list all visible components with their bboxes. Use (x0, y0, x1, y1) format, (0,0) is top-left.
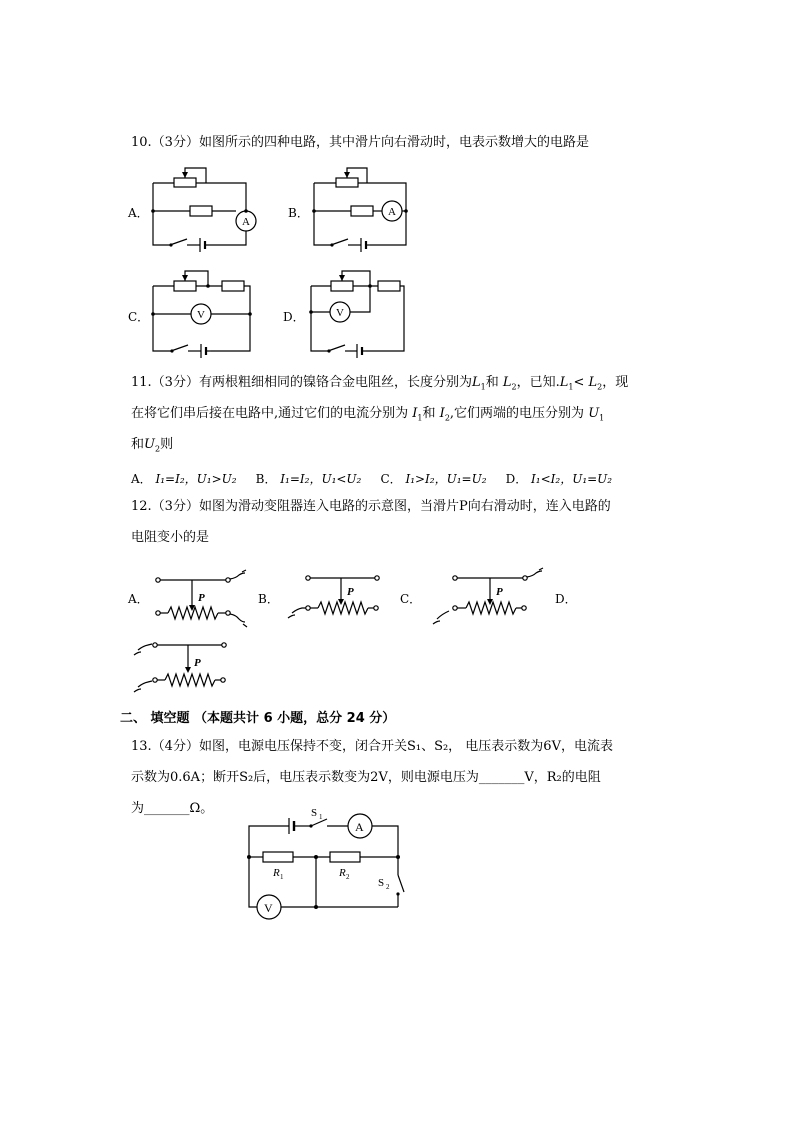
q11-line-3: 和$U_2$则 (131, 437, 174, 454)
q12-option-b-label: B． (258, 592, 279, 606)
svg-text:V: V (264, 901, 273, 915)
svg-text:A: A (388, 206, 396, 218)
svg-text:P: P (496, 586, 503, 598)
q12-line-2: 电阻变小的是 (131, 530, 210, 545)
svg-text:P: P (198, 592, 205, 604)
q10-option-c-label: C． (128, 310, 150, 324)
q11-line-1: 11.（3分）有两根粗细相同的镍铬合金电阻丝，长度分别为$L_1$和 $L_2$，已知$.L_1< L_2$，现 (131, 375, 629, 392)
svg-text:2: 2 (346, 873, 350, 881)
svg-text:S: S (378, 877, 385, 889)
svg-text:1: 1 (319, 813, 323, 821)
q13-line-2: 示数为0.6A；断开S₂后，电压表示数变为2V，则电源电压为_______V，R₂的电阻 (131, 770, 601, 785)
svg-text:P: P (347, 586, 354, 598)
q11-options: A． I₁=I₂，U₁>U₂ B． I₁=I₂，U₁<U₂ C． I₁>I₂，U₁=U₂ D． I₁<I₂，U₁=U₂ (131, 472, 613, 486)
svg-text:A: A (355, 820, 364, 834)
q10-option-b-label: B． (288, 206, 309, 220)
svg-text:S: S (311, 807, 318, 819)
svg-text:R: R (339, 867, 346, 879)
svg-text:V: V (197, 309, 205, 321)
q12-option-a-label: A． (128, 592, 149, 606)
q10-option-a-label: A． (128, 206, 149, 220)
q12-option-d-label: D． (555, 592, 577, 606)
svg-text:1: 1 (280, 873, 284, 881)
section-2-title: 二、 填空题 （本题共计 6 小题，总分 24 分） (120, 711, 396, 726)
q13-line-1: 13.（4分）如图，电源电压保持不变，闭合开关S₁、S₂， 电压表示数为6V，电流表 (131, 739, 613, 754)
svg-text:2: 2 (386, 883, 390, 891)
q12-option-c-label: C． (400, 592, 422, 606)
q10-stem: 10.（3分）如图所示的四种电路，其中滑片向右滑动时，电表示数增大的电路是 (131, 135, 589, 150)
q10-option-d-label: D． (283, 310, 305, 324)
svg-text:V: V (336, 307, 344, 319)
q11-line-2: 在将它们串后接在电路中,通过它们的电流分别为 $I_1$和 $I_2$,它们两端的电压分别为 $U_1$ (131, 406, 605, 423)
q13-line-3: 为_______Ω。 (131, 801, 214, 816)
svg-text:A: A (242, 216, 250, 228)
q12-line-1: 12.（3分）如图为滑动变阻器连入电路的示意图，当滑片P向右滑动时，连入电路的 (131, 499, 611, 514)
svg-text:R: R (273, 867, 280, 879)
svg-text:P: P (194, 657, 201, 669)
